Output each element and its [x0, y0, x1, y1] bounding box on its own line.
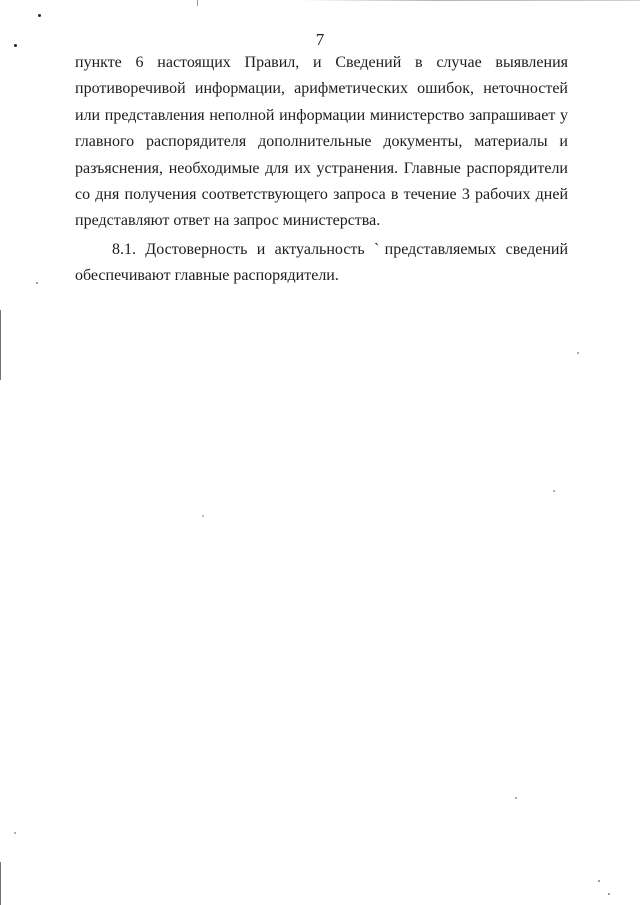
scan-binding-edge — [0, 862, 1, 905]
scan-speck — [577, 352, 579, 354]
scan-speck — [38, 14, 41, 17]
document-body — [75, 50, 568, 290]
scan-binding-edge — [0, 310, 1, 380]
scan-speck — [598, 880, 600, 882]
scan-binding-edge — [197, 0, 198, 6]
scan-speck — [515, 797, 517, 799]
scan-speck — [14, 832, 16, 834]
paragraph-8-1: 8.1. Достоверность и актуальность ˋпредставляемых сведений обеспечивают главные распорядители. — [75, 240, 568, 285]
scan-speck — [14, 44, 17, 47]
scan-speck — [202, 515, 204, 517]
scan-speck — [608, 893, 610, 895]
scan-top-edge — [300, 0, 640, 1]
scan-speck — [36, 282, 38, 284]
page-number: 7 — [315, 30, 325, 49]
scan-speck — [553, 490, 555, 492]
paragraph-continuation: пункте 6 настоящих Правил, и Сведений в случае выявления противоречивой информации, арифметических ошибок, неточностей или представления неполной информации министерство запрашивает у главного распорядителя дополнительные документы, материалы и разъяснения, необходимые для их устранения. Главные распорядители со дня получения соответствующего запроса в течение 3 рабочих дней представляют ответ на запрос министерства. — [75, 54, 568, 230]
